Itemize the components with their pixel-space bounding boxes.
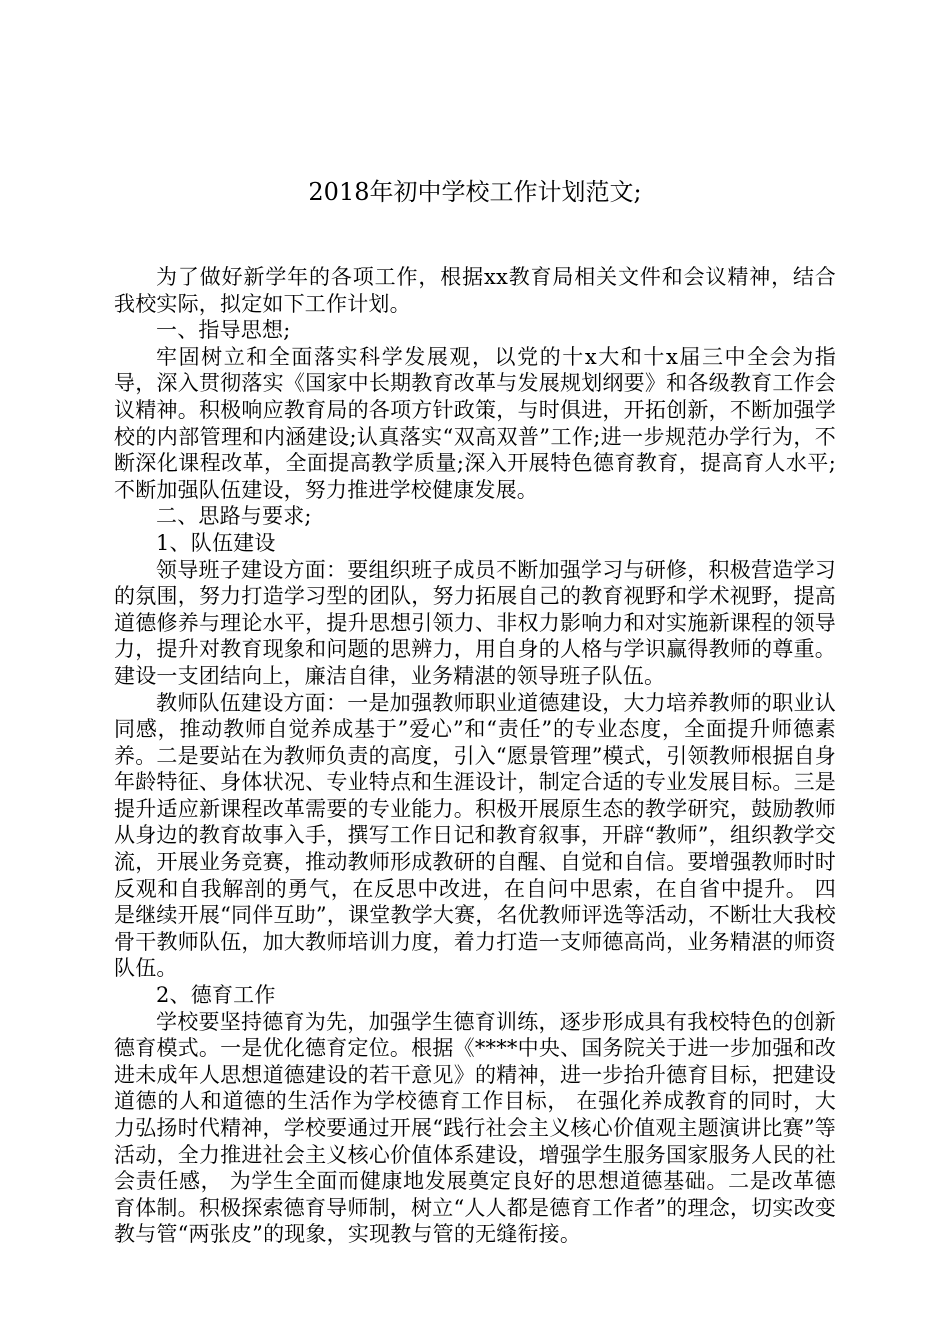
heading-guiding-ideology: 一、指导思想; (156, 318, 291, 343)
paragraph-intro: 为了做好新学年的各项工作，根据xx教育局相关文件和会议精神，结合我校实际，拟定如下工作计划。 (114, 265, 836, 316)
paragraph-teacher-team: 教师队伍建设方面：一是加强教师职业道德建设，大力培养教师的职业认同感，推动教师自觉养成基于”爱心”和“责任”的专业态度，全面提升师德素养。二是要站在为教师负责的高度，引入“愿景管理”模式，引领教师根据自身年龄特征、身体状况、专业特点和生涯设计，制定合适的专业发展目标。三是提升适应新课程改革需要的专业能力。积极开展原生态的教学研究，鼓励教师从身边的教育故事入手，撰写工作日记和教育叙事，开辟“教师”，组织教学交流，开展业务竞赛，推动教师形成教研的自醒、自觉和自信。要增强教师时时反观和自我解剖的勇气，在反思中改进，在自问中思索，在自省中提升。 四是继续开展“同伴互助”，课堂教学大赛，名优教师评选等活动，不断壮大我校骨干教师队伍，加大教师培训力度，着力打造一支师德高尚，业务精湛的师资队伍。 (114, 690, 836, 981)
heading-ideas-requirements: 二、思路与要求; (156, 504, 312, 529)
paragraph-guiding-ideology: 牢固树立和全面落实科学发展观，以党的十x大和十x届三中全会为指导，深入贯彻落实《国家中长期教育改革与发展规划纲要》和各级教育工作会议精神。积极响应教育局的各项方针政策，与时俱进，开拓创新，不断加强学校的内部管理和内涵建设;认真落实“双高双普”工作;进一步规范办学行为，不断深化课程改革，全面提高教学质量;深入开展特色德育教育，提高育人水平;不断加强队伍建设，努力推进学校健康发展。 (114, 344, 836, 502)
document-title: 2018年初中学校工作计划范文; (308, 178, 642, 206)
paragraph-leadership-team: 领导班子建设方面：要组织班子成员不断加强学习与研修，积极营造学习的氛围，努力打造学习型的团队，努力拓展自己的教育视野和学术视野，提高道德修养与理论水平，提升思想引领力、非权力影响力和对实施新课程的领导力，提升对教育现象和问题的思辨力，用自身的人格与学识赢得教师的尊重。建设一支团结向上，廉洁自律，业务精湛的领导班子队伍。 (114, 557, 836, 688)
paragraph-moral-education: 学校要坚持德育为先，加强学生德育训练，逐步形成具有我校特色的创新德育模式。一是优化德育定位。根据《****中央、国务院关于进一步加强和改进未成年人思想道德建设的若干意见》的精神，进一步抬升德育目标，把建设道德的人和道德的生活作为学校德育工作目标， 在强化养成教育的同时，大力弘扬时代精神，学校要通过开展“践行社会主义核心价值观主题演讲比赛”等活动，全力推进社会主义核心价值体系建设，增强学生服务国家服务人民的社会责任感， 为学生全面而健康地发展奠定良好的思想道德基础。二是改革德育体制。积极探索德育导师制，树立“人人都是德育工作者”的理念，切实改变教与管“两张皮”的现象，实现教与管的无缝衔接。 (114, 1009, 836, 1247)
subheading-moral-education: 2、德育工作 (156, 983, 276, 1008)
subheading-team-building: 1、队伍建设 (156, 530, 276, 555)
document-body (114, 264, 836, 1248)
